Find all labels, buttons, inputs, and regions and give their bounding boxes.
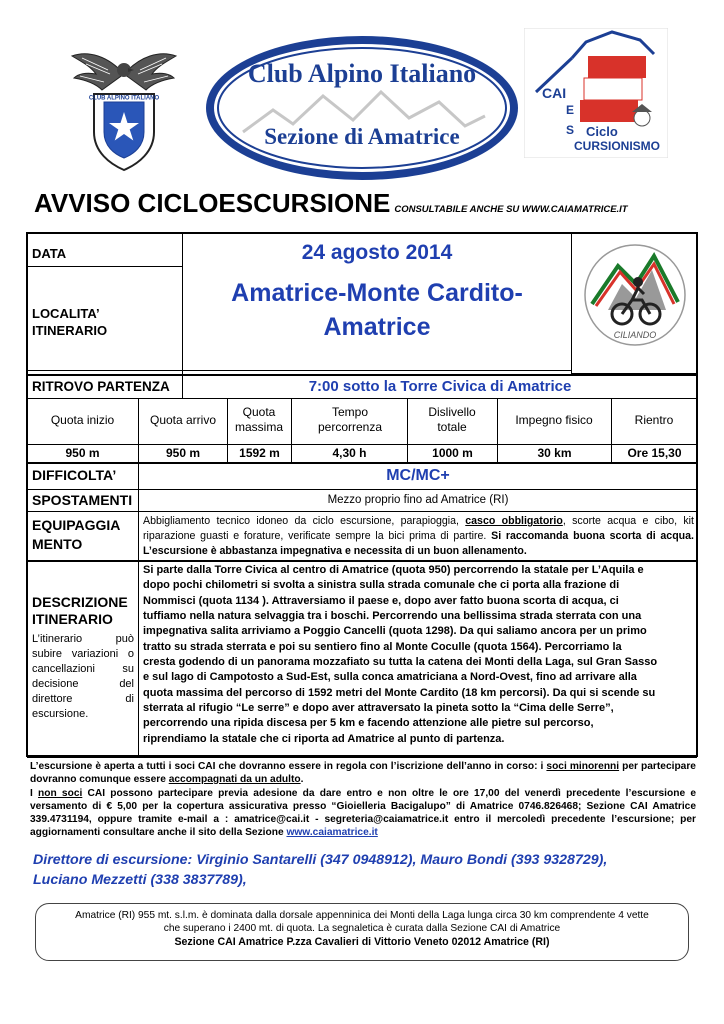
description-line: cresta godendo di un panorama mozzafiato su tutta la catena dei Monti della Laga, sul Gran Sasso [143,656,658,668]
footer-line2: che superano i 2400 mt. di quota. La segnaletica è curata dalla Sezione CAI di Amatrice [163,923,561,934]
description-label-line2: ITINERARIO [32,611,113,627]
svg-text:Ciclo: Ciclo [586,124,618,139]
stat-header-duration: Tempo percorrenza [317,405,383,434]
description-line: dopo pochi chilometri si svolta a sinistra sulla strada comunale che ci porta alla frazione di [143,579,620,591]
directors-line2: Luciano Mezzetti (338 3837789), [33,872,247,888]
stat-value-max-altitude: 1592 m [239,446,280,460]
stat-header-max-altitude: Quota massima [234,405,283,434]
event-date: 24 agosto 2014 [301,241,453,264]
description-line: percorrendo una ripida discesa per 5 km e facendo attenzione alle pietre sul percorso, [143,717,594,729]
description-label-line1: DESCRIZIONE [32,594,128,610]
svg-text:Club Alpino Italiano: Club Alpino Italiano [247,59,477,88]
notice-website-note: CONSULTABILE ANCHE SU WWW.CAIAMATRICE.IT [394,204,628,215]
travel-value: Mezzo proprio fino ad Amatrice (RI) [327,494,509,506]
description-line: tratto su strada sterrata e poi su sentiero fino al Monte Coculle (quota 1564). Percorriamo la [143,641,622,653]
cai-eagle-emblem-icon [68,36,180,176]
stat-value-end-altitude: 950 m [165,446,201,460]
stat-value-duration: 4,30 h [332,446,367,460]
ciliando-badge-icon [578,240,692,350]
equipment-label-line2: MENTO [32,536,83,552]
svg-text:E: E [566,103,575,117]
svg-text:CILIANDO: CILIANDO [613,330,657,340]
description-line: quota massima del percorso di 1592 metri del Monte Cardito (18 km percorsi). Da qui si scende su [143,687,656,699]
stat-header-elevation-gain: Dislivello totale [428,405,476,434]
svg-text:CURSIONISMO: CURSIONISMO [574,139,661,153]
description-line: Nommisci (quota 1134 ). Attraversiamo il paese e, dopo aver fatto buona scorta di acqua, ci [143,595,619,607]
description-line: impegnativa salita arriviamo a Poggio Cancelli (quota 1298). Da qui saliamo ancora per un primo [143,625,647,637]
stat-value-effort: 30 km [537,446,572,460]
meeting-value: 7:00 sotto la Torre Civica di Amatrice [308,378,572,395]
footer-address: Sezione CAI Amatrice P.zza Cavalieri di Vittorio Veneto 02012 Amatrice (RI) [174,936,550,948]
participation-note: L’escursione è aperta a tutti i soci CAI che dovranno essere in regola con l’iscrizione dell’anno in corso: i soci minorenni per partecipare dovranno comunque essere accompagnati da un adulto. [30,761,696,785]
stat-value-elevation-gain: 1000 m [432,446,473,460]
date-label: DATA [32,246,67,261]
directors-line1: Direttore di escursione: Virginio Santarelli (347 0948912), Mauro Bondi (393 9328729), [33,852,608,868]
non-member-note: I non soci CAI possono partecipare previa adesione da dare entro e non oltre le ore 17,00 del venerdì precedente l’escursione e versamento di € 5,00 per la copertura assicurativa presso “Gioielleria Bacigalupo” di Amatrice 0746.826468; Sezione CAI Amatrice 339.4731194, oppure tramite e-mail a : amatrice@cai.it - segreteria@caiamatrice.it entro il mercoledì precedente l’escursione; per aggiornamenti consultare anche il sito della Sezione www.caiamatrice.it [30,788,696,838]
stat-header-end-altitude: Quota arrivo [149,413,217,427]
description-side-note: L’itinerario può subire variazioni o cancellazioni su decisione del direttore di escursione. [32,633,134,720]
meeting-label: RITROVO PARTENZA [32,379,170,394]
svg-text:S: S [566,123,575,137]
description-line: riprendiamo la statale che ci riporta ad Amatrice al punto di partenza. [143,733,505,745]
location-label: LOCALITA’ [32,306,100,321]
equipment-text: Abbigliamento tecnico idoneo da ciclo escursione, parapioggia, casco obbligatorio, scorte acqua e cibo, kit riparazione guasti e forature, verificate sempre la bici prima di partire. Si raccomanda buona scorta di acqua. L’escursione è abbastanza impegnativa e necessita di un buon allenamento. [143,515,694,557]
cai-cicloescursionismo-logo [524,28,668,158]
itinerary-label: ITINERARIO [32,323,108,338]
svg-text:Sezione di Amatrice: Sezione di Amatrice [264,124,460,149]
stat-header-effort: Impegno fisico [515,413,593,427]
stat-value-start-altitude: 950 m [65,446,100,460]
route-title-line2: Amatrice [323,313,431,341]
route-title-line1: Amatrice-Monte Cardito- [231,279,523,307]
stat-header-start-altitude: Quota inizio [50,413,115,427]
description-line: tuffiamo nella natura selvaggia tra i boschi. Percorrendo una bellissima strada sterrata con una [143,610,642,622]
difficulty-value: MC/MC+ [386,467,450,484]
description-line: e sul lago di Campotosto a Sud-Est, sulla conca amatriciana a Nord-Ovest, fino ad arrivare alla [143,671,637,683]
stat-header-return: Rientro [634,413,674,427]
website-link[interactable]: www.caiamatrice.it [286,827,378,838]
footer-line1: Amatrice (RI) 955 mt. s.l.m. è dominata dalla dorsale appenninica dei Monti della Laga lunga circa 30 km comprendente 4 vette [75,910,649,921]
svg-text:CLUB ALPINO ITALIANO: CLUB ALPINO ITALIANO [88,95,160,102]
notice-title: AVVISO CICLOESCURSIONE [34,188,391,218]
notice-title-row [34,188,694,222]
description-line: Si parte dalla Torre Civica al centro di Amatrice (quota 950) percorrendo la statale per L’Aquila e [143,564,644,576]
cai-amatrice-section-logo [203,32,521,182]
travel-label: SPOSTAMENTI [32,492,133,508]
description-line: sterrata al rifugio “Le serre” e dopo aver attraversato la pineta sotto la “Cima delle Serre”, [143,702,614,714]
difficulty-label: DIFFICOLTA’ [32,467,117,483]
svg-text:CAI: CAI [542,85,567,101]
equipment-label-line1: EQUIPAGGIA [32,517,121,533]
stat-value-return: Ore 15,30 [627,446,682,460]
